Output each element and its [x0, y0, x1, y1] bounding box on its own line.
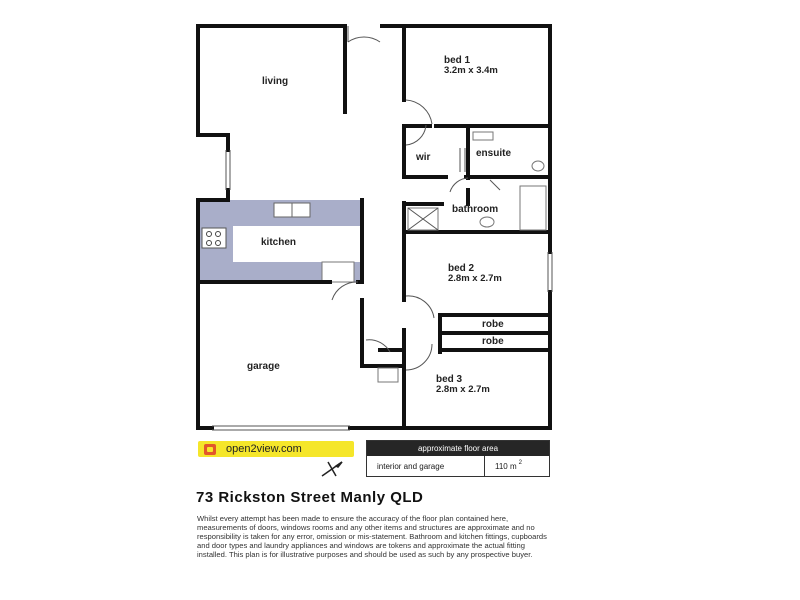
- disclaimer-text: Whilst every attempt has been made to ensure the accuracy of the floor plan contained here, measurements of doors, windows rooms and any other items and structures are approximate and no responsibility is taken for any error, omission or mis-statement. Bathroom and kitchen fittings, cupboards and door types and laundry appliances and windows are tokens and approximate the actual fitting installed. This plan is for illustrative purposes and should be used as such by any prospective buyer.: [197, 514, 547, 559]
- room-label-robe-lower: robe: [482, 336, 504, 347]
- floor-area-table: [366, 440, 550, 477]
- area-row-value-cell: [485, 462, 549, 471]
- room-label-garage: garage: [247, 361, 280, 372]
- open2view-logo: [198, 441, 354, 457]
- logo-text: open2view.com: [226, 443, 302, 455]
- area-row-label: interior and garage: [367, 456, 485, 476]
- house-icon: [204, 444, 216, 455]
- area-unit-sup: 2: [518, 460, 522, 466]
- property-address: 73 Rickston Street Manly QLD: [196, 489, 424, 506]
- room-label-bed2: bed 2: [448, 263, 475, 274]
- room-label-wir: wir: [416, 152, 431, 163]
- room-dim-bed2: 2.8m x 2.7m: [448, 273, 502, 284]
- room-label-bed1: bed 1: [444, 55, 471, 66]
- room-label-bed3: bed 3: [436, 374, 463, 385]
- room-dim-bed3: 2.8m x 2.7m: [436, 384, 490, 395]
- room-label-ensuite: ensuite: [476, 148, 512, 159]
- room-label-robe-upper: robe: [482, 319, 504, 330]
- area-row-value: 110 m: [495, 461, 517, 471]
- area-table-header: approximate floor area: [367, 441, 549, 456]
- area-table-row: [367, 456, 549, 476]
- compass-icon: [322, 462, 342, 476]
- room-label-bathroom: bathroom: [452, 204, 499, 215]
- room-label-living: living: [262, 76, 289, 87]
- room-dim-bed1: 3.2m x 3.4m: [444, 65, 498, 76]
- room-label-kitchen: kitchen: [261, 237, 297, 248]
